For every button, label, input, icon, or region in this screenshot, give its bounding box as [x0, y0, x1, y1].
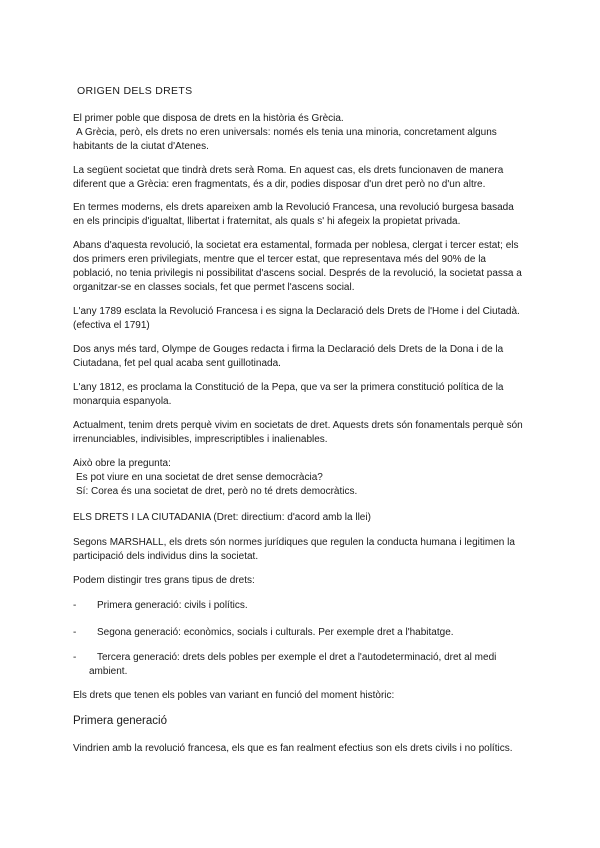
- text-line: Es pot viure en una societat de dret sense democràcia?: [76, 472, 323, 483]
- text-line: La següent societat que tindrà drets serà Roma. En aquest cas, els drets funcionaven de manera: [73, 165, 504, 176]
- text-line: En termes moderns, els drets apareixen amb la Revolució Francesa, una revolució burgesa basada: [73, 202, 514, 213]
- text-line: habitants de la ciutat d'Atenes.: [73, 141, 209, 152]
- text-line: dos primers eren privilegiats, mentre que el tercer estat, que representava més del 90% de la: [73, 254, 486, 265]
- paragraph-historic-moment: Els drets que tenen els pobles van variant en funció del moment històric:: [73, 690, 395, 701]
- text-line: L'any 1812, es proclama la Constitució de la Pepa, que va ser la primera constitució política de la: [73, 382, 504, 393]
- list-item-text: Tercera generació: drets dels pobles per exemple el dret a l'autodeterminació, dret al medi: [97, 652, 497, 663]
- list-item: [73, 626, 533, 640]
- text-line: El primer poble que disposa de drets en la història és Grècia.: [73, 113, 344, 124]
- paragraph-olympe-de-gouges: [73, 343, 533, 371]
- text-line: diferent que a Grècia: eren fragmentats, és a dir, podies disposar d'un dret però no d'un altre.: [73, 179, 486, 190]
- paragraph-rule-of-law: [73, 419, 533, 447]
- section-heading-citizenship: ELS DRETS I LA CIUTADANIA (Dret: directium: d'acord amb la llei): [73, 512, 371, 523]
- text-line: A Grècia, però, els drets no eren universals: només els tenia una minoria, concretament alguns: [76, 127, 497, 138]
- paragraph-three-types: Podem distingir tres grans tipus de drets:: [73, 575, 255, 586]
- paragraph-1812: [73, 381, 533, 409]
- text-line: Això obre la pregunta:: [73, 458, 171, 469]
- text-line: Actualment, tenim drets perquè vivim en societats de dret. Aquests drets són fonamentals perquè són: [73, 420, 523, 431]
- text-line: (efectiva el 1791): [73, 320, 150, 331]
- subheading-first-generation: Primera generació: [73, 715, 167, 727]
- list-item: [73, 651, 533, 679]
- text-line: monarquia espanyola.: [73, 396, 172, 407]
- list-dash: -: [73, 627, 77, 638]
- paragraph-greece: [73, 112, 533, 154]
- paragraph-estamental-society: [73, 239, 533, 295]
- paragraph-first-generation: Vindrien amb la revolució francesa, els que es fan realment efectius son els drets civils i no polítics.: [73, 743, 513, 754]
- text-line: en els principis d'igualtat, llibertat i fraternitat, als quals s' hi afegeix la propietat privada.: [73, 216, 461, 227]
- list-item-text: Segona generació: econòmics, socials i culturals. Per exemple dret a l'habitatge.: [97, 627, 454, 638]
- list-item-continuation: ambient.: [89, 666, 128, 677]
- list-item: [73, 599, 533, 613]
- text-line: Segons MARSHALL, els drets són normes jurídiques que regulen la conducta humana i legitimen la: [73, 537, 515, 548]
- text-line: Sí: Corea és una societat de dret, però no té drets democràtics.: [76, 486, 358, 497]
- paragraph-question: [73, 457, 533, 499]
- text-line: Abans d'aquesta revolució, la societat era estamental, formada per noblesa, clergat i tercer estat; els: [73, 240, 519, 251]
- text-line: organitzar-se en classes socials, fet que permet l'ascens social.: [73, 282, 355, 293]
- text-line: L'any 1789 esclata la Revolució Francesa i es signa la Declaració dels Drets de l'Home i del Ciutadà.: [73, 306, 520, 317]
- document-title: ORIGEN DELS DRETS: [77, 85, 193, 97]
- paragraph-rome: [73, 164, 533, 192]
- paragraph-1789: [73, 305, 533, 333]
- list-item-text: Primera generació: civils i polítics.: [97, 600, 248, 611]
- text-line: població, no tenia privilegis ni possibilitat d'ascens social. Després de la revolució, la societat passa a: [73, 268, 522, 279]
- paragraph-french-revolution: [73, 201, 533, 229]
- text-line: irrenunciables, indivisibles, imprescriptibles i inalienables.: [73, 434, 328, 445]
- text-line: participació dels individus dins la societat.: [73, 551, 259, 562]
- paragraph-marshall: [73, 536, 533, 564]
- text-line: Ciutadana, fet pel qual acaba sent guillotinada.: [73, 358, 281, 369]
- text-line: Dos anys més tard, Olympe de Gouges redacta i firma la Declaració dels Drets de la Dona i de la: [73, 344, 504, 355]
- list-dash: -: [73, 600, 77, 611]
- list-dash: -: [73, 652, 77, 663]
